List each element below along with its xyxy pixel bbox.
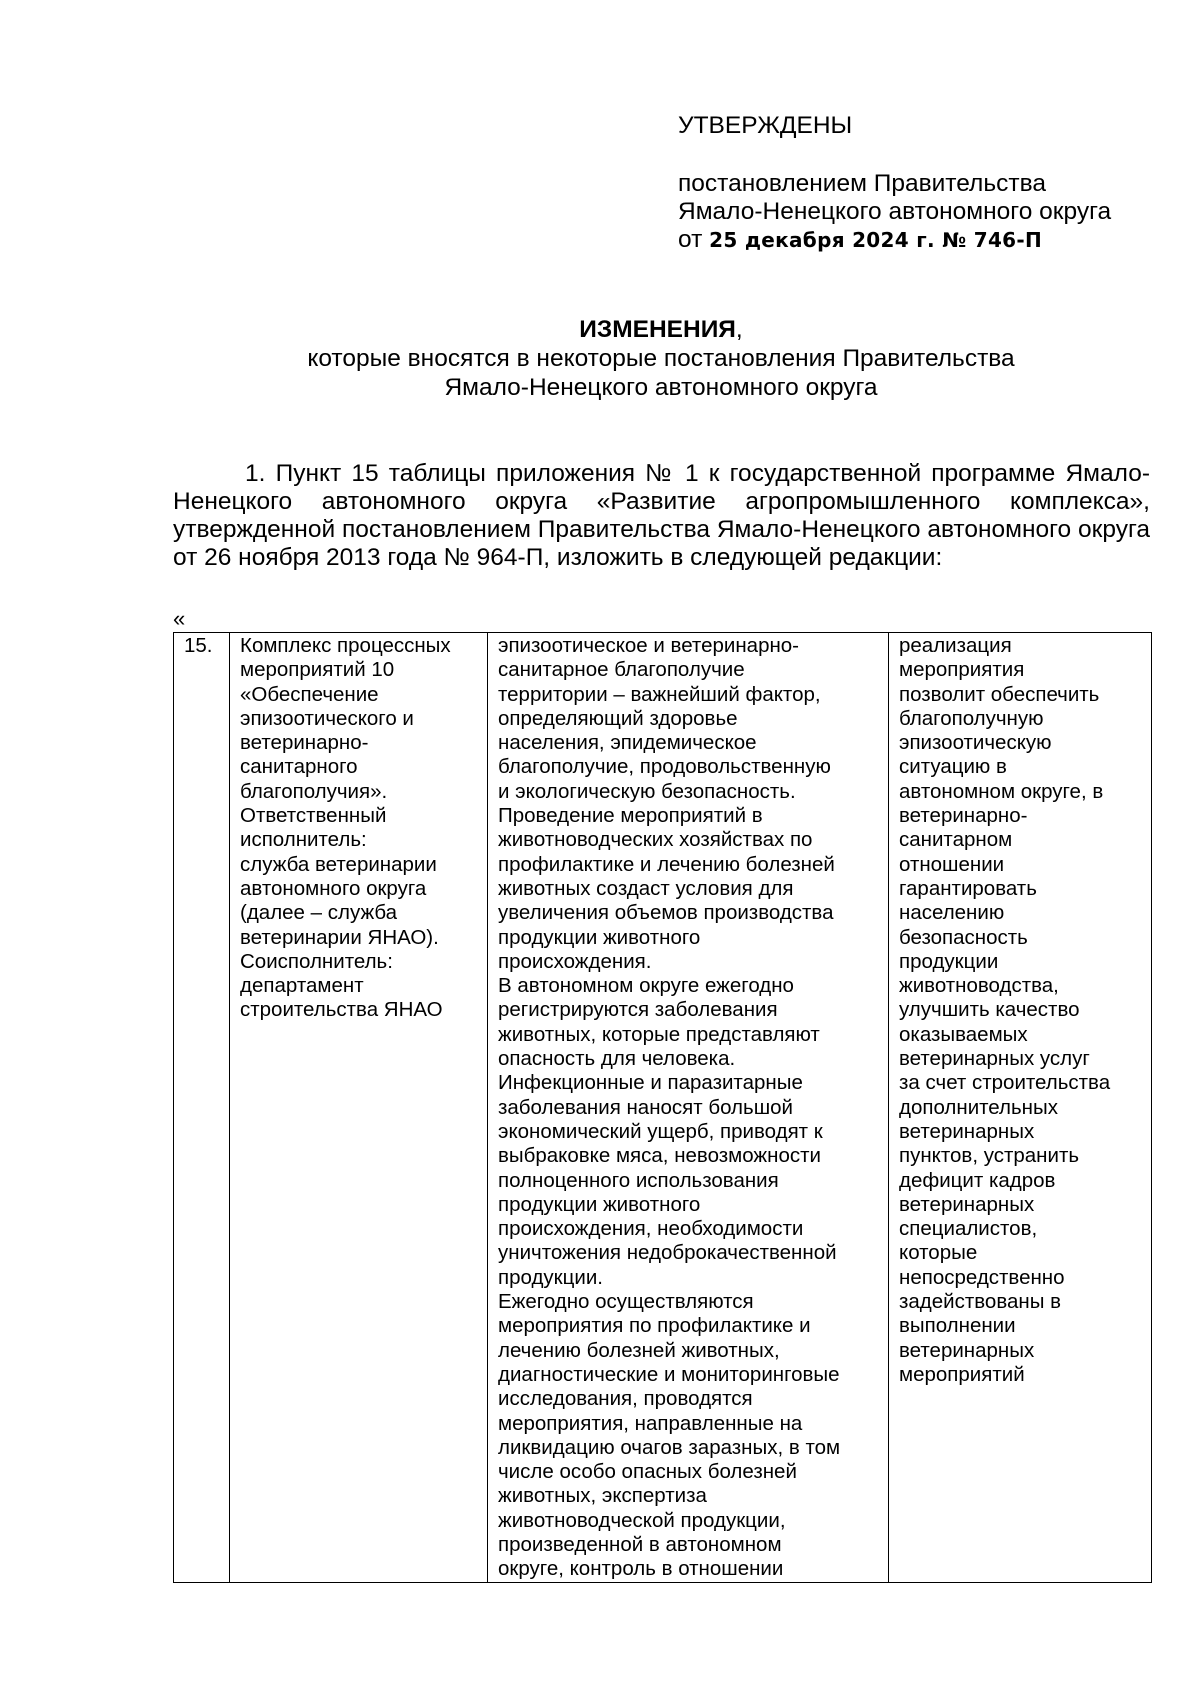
document-title <box>172 315 1150 402</box>
table-row <box>174 633 1152 1583</box>
row-number: 15. <box>184 634 213 657</box>
approval-block <box>678 112 1178 254</box>
approval-line-2: Ямало-Ненецкого автономного округа <box>678 198 1112 225</box>
approval-date-value: 25 декабря 2024 г. № 746-П <box>709 228 1043 252</box>
rationale-cell: эпизоотическое и ветеринарно- санитарное благополучие территории – важнейший фактор, определяющий здоровье населения, эпидемическое благополучие, продовольственную и экологическую безопасность. Проведение мероприятий в животноводческих хозяйствах по профилактике и лечению болезней животных создаст условия для увеличения объемов производства продукции животного происхождения. В автономном округе ежегодно регистрируются заболевания животных, которые представляют опасность для человека. Инфекционные и паразитарные заболевания наносят большой экономический ущерб, приводят к выбраковке мяса, невозможности полноценного использования продукции животного происхождения, необходимости уничтожения недоброкачественной продукции. Ежегодно осуществляются мероприятия по профилактике и лечению болезней животных, диагностические и мониторинговые исследования, проводятся мероприятия, направленные на ликвидацию очагов заразных, в том числе особо опасных болезней животных, экспертиза животноводческой продукции, произведенной в автономном округе, контроль в отношении <box>488 633 889 1583</box>
opening-quote: « <box>173 606 186 631</box>
expected-result-cell: реализация мероприятия позволит обеспечить благополучную эпизоотическую ситуацию в автономном округе, в ветеринарно- санитарном отношении гарантировать населению безопасность продукции животноводства, улучшить качество оказываемых ветеринарных услуг за счет строительства дополнительных ветеринарных пунктов, устранить дефицит кадров ветеринарных специалистов, которые непосредственно задействованы в выполнении ветеринарных мероприятий <box>889 633 1152 1583</box>
approval-date-prefix: от <box>678 226 703 253</box>
title-heading-line <box>172 315 1150 344</box>
title-subtitle-line-1: которые вносятся в некоторые постановления Правительства <box>307 345 1015 372</box>
complex-description-cell: Комплекс процессных мероприятий 10 «Обеспечение эпизоотического и ветеринарно- санитарного благополучия». Ответственный исполнитель: служба ветеринарии автономного округа (далее – служба ветеринарии ЯНАО). Соисполнитель: департамент строительства ЯНАО <box>230 633 488 1583</box>
paragraph-text: 1. Пункт 15 таблицы приложения № 1 к государственной программе Ямало-Ненецкого автономного округа «Развитие агропромышленного комплекса», утвержденной постановлением Правительства Ямало-Ненецкого автономного округа от 26 ноября 2013 года № 964-П, изложить в следующей редакции: <box>173 460 1150 571</box>
title-subtitle-line-2: Ямало-Ненецкого автономного округа <box>444 374 878 401</box>
program-table <box>173 632 1152 1583</box>
title-heading-punct: , <box>735 316 743 343</box>
body-paragraph <box>173 460 1150 572</box>
title-heading: ИЗМЕНЕНИЯ <box>579 316 736 343</box>
approval-stamp: УТВЕРЖДЕНЫ <box>678 112 853 139</box>
row-number-cell <box>174 633 230 1583</box>
approval-line-1: постановлением Правительства <box>678 170 1046 197</box>
approval-date-line <box>678 226 1178 254</box>
